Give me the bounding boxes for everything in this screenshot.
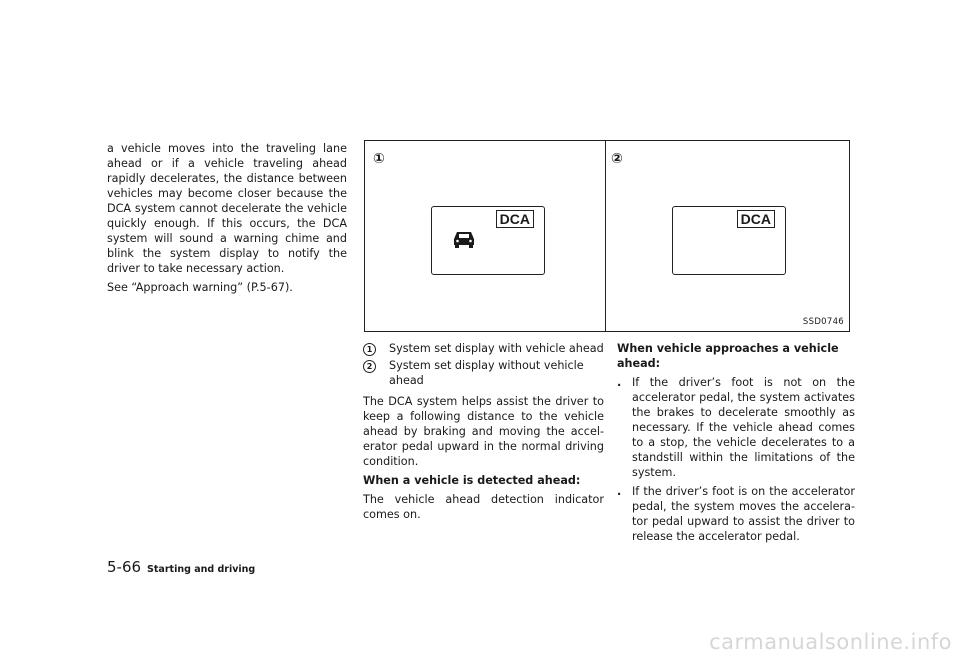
middle-paragraph-1: The DCA system helps assist the driver to keep a following distance to the vehicle ahead by braking and moving the accel-erator pedal upward in the normal driving condition. — [363, 395, 604, 468]
dca-indicator: DCA — [737, 210, 775, 228]
page-footer — [107, 557, 255, 576]
caption-2-text: System set display without vehicle ahead — [389, 359, 584, 387]
display-with-vehicle-ahead — [431, 206, 545, 275]
left-paragraph-2: See “Approach warning” (P.5-67). — [107, 281, 293, 294]
vehicle-ahead-icon — [452, 230, 476, 248]
bullet-text-1: If the driver’s foot is not on the accelerator pedal, the system activates the brakes to decelerate smoothly as necessary. If the vehicle ahead comes to a stop, the vehicle decelerates to a standstill within the limitations of the system. — [632, 376, 855, 479]
middle-paragraph-2: The vehicle ahead detection indicator comes on. — [363, 493, 604, 521]
page-number: 5-66 — [107, 558, 142, 576]
bullet-mark: . — [617, 376, 622, 389]
caption-1 — [363, 341, 604, 356]
middle-column — [363, 341, 604, 526]
watermark: carmanualsonline.info — [709, 630, 952, 654]
panel-1-label: ① — [373, 151, 385, 167]
dca-indicator: DCA — [496, 210, 534, 228]
right-heading: When vehicle approaches a vehicle ahead: — [617, 342, 839, 370]
caption-2-number: 2 — [363, 360, 376, 373]
section-title: Starting and driving — [147, 564, 256, 575]
panel-2-label: ② — [611, 151, 623, 167]
figure-divider — [605, 141, 606, 331]
left-column — [107, 141, 347, 299]
figure-code: SSD0746 — [802, 317, 844, 327]
middle-heading: When a vehicle is detected ahead: — [363, 474, 581, 487]
caption-1-text: System set display with vehicle ahead — [389, 342, 604, 355]
bullet-item-2 — [617, 484, 855, 544]
dca-display-figure — [364, 140, 850, 332]
display-without-vehicle-ahead — [672, 206, 786, 275]
bullet-text-2: If the driver’s foot is on the accelerator pedal, the system moves the accelera-tor pedal upward to assist the driver to release the accelerator pedal. — [632, 485, 855, 543]
left-paragraph-1: a vehicle moves into the traveling lane ahead or if a vehicle traveling ahead rapidly decelerates, the distance between vehicles may become closer because the DCA system cannot decelerate the vehicle quickly enough. If this occurs, the DCA system will sound a warning chime and blink the system display to notify the driver to take necessary action. — [107, 142, 347, 275]
caption-2 — [363, 358, 604, 388]
caption-1-number: 1 — [363, 343, 376, 356]
bullet-mark: . — [617, 485, 622, 498]
bullet-item-1 — [617, 375, 855, 480]
right-column — [617, 341, 855, 548]
